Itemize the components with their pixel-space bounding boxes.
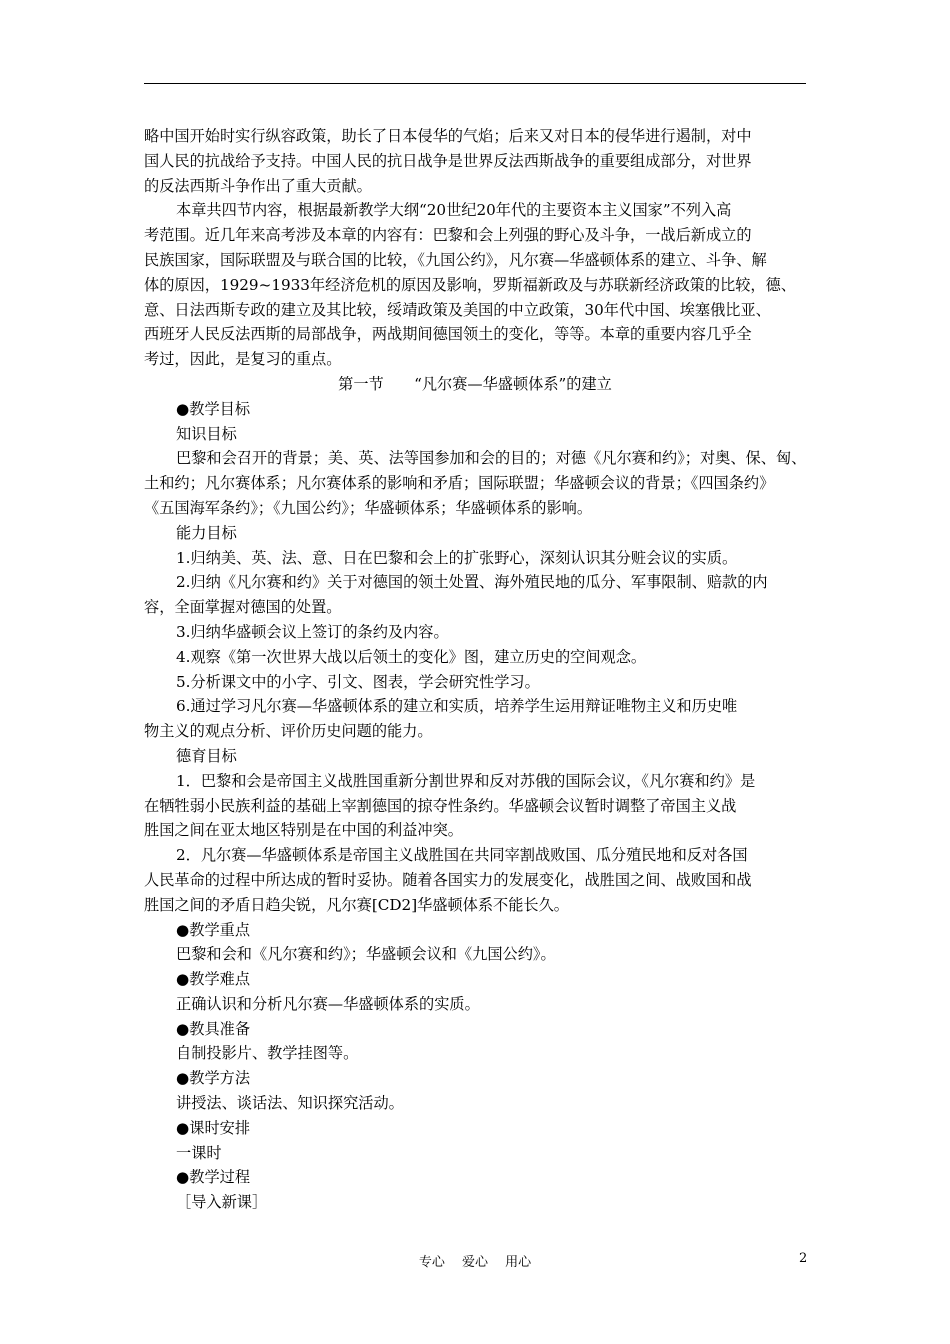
text-line: 一课时 <box>176 1143 222 1162</box>
text-line: ●教学过程 <box>176 1168 251 1187</box>
text-line: 人民革命的过程中所达成的暂时妥协。随着各国实力的发展变化，战胜国之间、战败国和战 <box>144 870 752 889</box>
text-line: 3.归纳华盛顿会议上签订的条约及内容。 <box>176 622 449 641</box>
text-line: 胜国之间的矛盾日趋尖锐，凡尔赛[CD2]华盛顿体系不能长久。 <box>144 895 569 914</box>
text-line: 巴黎和会和《凡尔赛和约》；华盛顿会议和《九国公约》。 <box>176 945 556 964</box>
text-line: 巴黎和会召开的背景；美、英、法等国参加和会的目的；对德《凡尔赛和约》；对奥、保、匈、 <box>176 449 806 468</box>
document-body <box>144 124 806 1215</box>
page-number: 2 <box>799 1251 808 1266</box>
text-line: 考范围。近几年来高考涉及本章的内容有：巴黎和会上列强的野心及斗争，一战后新成立的 <box>144 226 752 245</box>
text-line: 的反法西斯斗争作出了重大贡献。 <box>144 176 372 195</box>
text-line: 西班牙人民反法西斯的局部战争，两战期间德国领土的变化，等等。本章的重要内容几乎全 <box>144 325 752 344</box>
text-line: 容，全面掌握对德国的处置。 <box>144 598 342 617</box>
text-line: 5.分析课文中的小字、引文、图表，学会研究性学习。 <box>176 672 540 691</box>
text-line: 《五国海军条约》；《九国公约》；华盛顿体系；华盛顿体系的影响。 <box>144 498 593 517</box>
text-line: 2.归纳《凡尔赛和约》关于对德国的领土处置、海外殖民地的瓜分、军事限制、赔款的内 <box>176 573 768 592</box>
text-line: ●教具准备 <box>176 1019 251 1038</box>
text-line: 土和约；凡尔赛体系；凡尔赛体系的影响和矛盾；国际联盟；华盛顿会议的背景；《四国条约》 <box>144 474 775 493</box>
text-line: 物主义的观点分析、评价历史问题的能力。 <box>144 722 433 741</box>
text-line: 6.通过学习凡尔赛—华盛顿体系的建立和实质，培养学生运用辩证唯物主义和历史唯 <box>176 697 738 716</box>
text-line: 国人民的抗战给予支持。中国人民的抗日战争是世界反法西斯战争的重要组成部分，对世界 <box>144 151 752 170</box>
text-line: 正确认识和分析凡尔赛—华盛顿体系的实质。 <box>176 994 480 1013</box>
text-line: 2．凡尔赛—华盛顿体系是帝国主义战胜国在共同宰割战败国、瓜分殖民地和反对各国 <box>176 846 748 865</box>
text-line: 讲授法、谈话法、知识探究活动。 <box>176 1094 404 1113</box>
text-line: ［导入新课］ <box>176 1193 268 1212</box>
text-line: 自制投影片、教学挂图等。 <box>176 1044 359 1063</box>
section-heading: 第一节 “凡尔赛—华盛顿体系”的建立 <box>338 374 612 393</box>
text-line: 知识目标 <box>176 424 237 443</box>
text-line: 1．巴黎和会是帝国主义战胜国重新分割世界和反对苏俄的国际会议，《凡尔赛和约》是 <box>176 771 756 790</box>
text-line: 德育目标 <box>176 746 237 765</box>
text-line: ●教学重点 <box>176 920 251 939</box>
text-line: ●教学难点 <box>176 970 251 989</box>
text-line: 1.归纳美、英、法、意、日在巴黎和会上的扩张野心，深刻认识其分赃会议的实质。 <box>176 548 738 567</box>
text-line: 民族国家，国际联盟及与联合国的比较，《九国公约》，凡尔赛—华盛顿体系的建立、斗争、解 <box>144 250 767 269</box>
text-line: 考过，因此，是复习的重点。 <box>144 350 342 369</box>
text-line: ●教学目标 <box>176 399 251 418</box>
text-line: ●教学方法 <box>176 1069 251 1088</box>
text-line: 能力目标 <box>176 523 237 542</box>
text-line: 胜国之间在亚太地区特别是在中国的利益冲突。 <box>144 821 463 840</box>
text-line: 本章共四节内容，根据最新教学大纲“20世纪20年代的主要资本主义国家”不列入高 <box>176 201 732 220</box>
text-line: 意、日法西斯专政的建立及其比较，绥靖政策及美国的中立政策，30年代中国、埃塞俄比亚、 <box>144 300 771 319</box>
text-line: 略中国开始时实行纵容政策，助长了日本侵华的气焰；后来又对日本的侵华进行遏制，对中 <box>144 127 752 145</box>
header-rule <box>144 83 806 84</box>
text-line: 体的原因，1929~1933年经济危机的原因及影响，罗斯福新政及与苏联新经济政策的比较，德、 <box>144 275 796 294</box>
text-line: 4.观察《第一次世界大战以后领土的变化》图，建立历史的空间观念。 <box>176 647 647 666</box>
text-line: ●课时安排 <box>176 1118 251 1137</box>
footer-slogan: 专心 爱心 用心 <box>418 1255 532 1270</box>
text-line: 在牺牲弱小民族利益的基础上宰割德国的掠夺性条约。华盛顿会议暂时调整了帝国主义战 <box>144 796 737 815</box>
